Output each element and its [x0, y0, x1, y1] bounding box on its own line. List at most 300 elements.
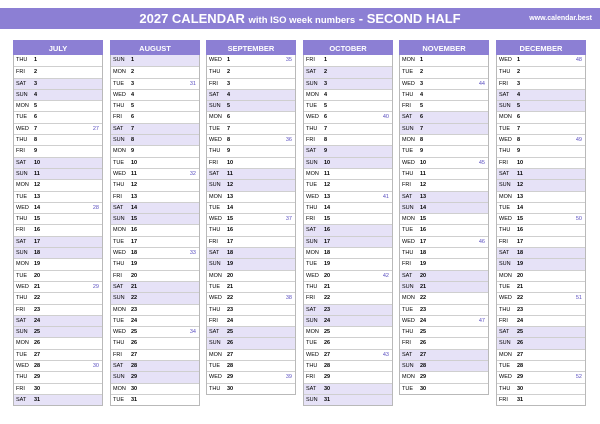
week-number: 35 [285, 57, 292, 63]
day-number: 2 [324, 69, 328, 76]
day-row [304, 55, 392, 66]
weekday-label: SUN [306, 80, 318, 87]
weekday-label: FRI [499, 80, 508, 87]
title-banner [0, 8, 600, 29]
weekday-label: SAT [306, 385, 317, 392]
weekday-label: THU [499, 227, 511, 234]
weekday-label: MON [499, 272, 512, 279]
day-row [304, 349, 392, 360]
weekday-label: SUN [499, 182, 511, 189]
weekday-label: MON [113, 148, 126, 155]
day-number: 22 [420, 295, 427, 302]
day-row [207, 111, 295, 122]
day-row [400, 258, 488, 269]
weekday-label: SAT [113, 363, 124, 370]
week-number: 52 [575, 374, 582, 381]
weekday-label: SUN [16, 329, 28, 336]
day-row [207, 247, 295, 258]
weekday-label: THU [16, 295, 28, 302]
weekday-label: THU [499, 148, 511, 155]
weekday-label: SAT [499, 91, 510, 98]
day-row [14, 202, 102, 213]
day-number: 11 [131, 170, 137, 177]
day-row [207, 157, 295, 168]
day-number: 15 [34, 216, 41, 223]
day-list [110, 55, 200, 406]
week-number: 41 [382, 193, 389, 200]
weekday-label: SUN [499, 340, 511, 347]
weekday-label: TUE [16, 351, 27, 358]
weekday-label: MON [402, 137, 415, 144]
week-number: 42 [382, 272, 389, 279]
day-row [304, 315, 392, 326]
day-number: 7 [324, 125, 328, 132]
day-number: 30 [517, 385, 524, 392]
day-row [497, 100, 585, 111]
day-row [400, 281, 488, 292]
weekday-label: WED [16, 204, 29, 211]
day-row [111, 123, 199, 134]
week-number: 48 [575, 57, 582, 63]
day-row [304, 337, 392, 348]
day-number: 4 [324, 91, 328, 98]
week-number: 45 [478, 159, 485, 166]
weekday-label: WED [499, 137, 512, 144]
day-row [14, 349, 102, 360]
day-number: 17 [131, 238, 138, 245]
day-row [14, 394, 102, 405]
weekday-label: WED [306, 272, 319, 279]
day-number: 27 [227, 351, 234, 358]
weekday-label: SUN [113, 295, 125, 302]
day-row [207, 100, 295, 111]
weekday-label: SAT [113, 125, 124, 132]
day-number: 6 [131, 114, 135, 121]
day-row [207, 55, 295, 66]
weekday-label: SUN [306, 238, 318, 245]
week-number: 51 [575, 295, 582, 302]
weekday-label: THU [306, 125, 318, 132]
weekday-label: THU [306, 363, 318, 370]
weekday-label: FRI [113, 193, 122, 200]
weekday-label: FRI [16, 227, 25, 234]
weekday-label: MON [209, 272, 222, 279]
day-row [111, 213, 199, 224]
week-number: 39 [285, 374, 292, 381]
day-number: 26 [227, 340, 234, 347]
day-row [497, 213, 585, 224]
weekday-label: WED [209, 216, 222, 223]
day-row [207, 281, 295, 292]
day-row [400, 315, 488, 326]
weekday-label: FRI [113, 114, 122, 121]
weekday-label: SUN [209, 261, 221, 268]
day-row [400, 168, 488, 179]
weekday-label: THU [209, 385, 221, 392]
weekday-label: TUE [209, 125, 220, 132]
day-number: 10 [517, 159, 524, 166]
day-row [304, 123, 392, 134]
day-number: 19 [420, 261, 427, 268]
title-main: 2027 CALENDAR [139, 11, 245, 26]
weekday-label: MON [306, 329, 319, 336]
day-number: 15 [517, 216, 524, 223]
weekday-label: FRI [16, 69, 25, 76]
day-number: 18 [420, 250, 427, 257]
day-row [304, 383, 392, 394]
weekday-label: SUN [306, 317, 318, 324]
weekday-label: MON [113, 69, 126, 76]
weekday-label: WED [402, 238, 415, 245]
day-number: 28 [324, 363, 331, 370]
day-number: 6 [227, 114, 231, 121]
weekday-label: MON [306, 250, 319, 257]
day-number: 9 [227, 148, 231, 155]
day-number: 25 [517, 329, 524, 336]
weekday-label: MON [113, 385, 126, 392]
day-number: 14 [34, 204, 41, 211]
day-number: 25 [131, 329, 138, 336]
day-number: 21 [34, 283, 41, 290]
weekday-label: TUE [209, 204, 220, 211]
weekday-label: MON [402, 57, 415, 63]
day-row [111, 78, 199, 89]
day-number: 5 [420, 103, 424, 110]
day-row [497, 247, 585, 258]
weekday-label: SAT [306, 69, 317, 76]
weekday-label: WED [306, 193, 319, 200]
day-row [207, 383, 295, 394]
day-number: 23 [324, 306, 331, 313]
day-row [304, 326, 392, 337]
day-row [400, 145, 488, 156]
day-row [207, 349, 295, 360]
day-row [304, 360, 392, 371]
day-number: 8 [517, 137, 521, 144]
weekday-label: FRI [306, 57, 315, 63]
weekday-label: SUN [402, 125, 414, 132]
day-row [304, 157, 392, 168]
day-number: 24 [34, 317, 41, 324]
week-number: 28 [92, 204, 99, 211]
day-row [14, 371, 102, 382]
day-number: 27 [131, 351, 138, 358]
weekday-label: SAT [113, 204, 124, 211]
weekday-label: MON [402, 374, 415, 381]
day-number: 29 [517, 374, 524, 381]
day-row [111, 111, 199, 122]
day-number: 15 [131, 216, 138, 223]
day-number: 19 [324, 261, 331, 268]
day-row [304, 236, 392, 247]
day-row [497, 270, 585, 281]
weekday-label: THU [16, 57, 28, 63]
day-row [111, 315, 199, 326]
day-number: 26 [517, 340, 524, 347]
day-row [400, 383, 488, 394]
weekday-label: THU [209, 69, 221, 76]
day-number: 3 [34, 80, 38, 87]
day-row [304, 78, 392, 89]
day-list [303, 55, 393, 406]
day-number: 4 [420, 91, 424, 98]
month-header: AUGUST [110, 40, 200, 55]
day-row [14, 89, 102, 100]
weekday-label: TUE [499, 125, 510, 132]
day-number: 22 [34, 295, 41, 302]
day-row [14, 55, 102, 66]
day-number: 14 [420, 204, 427, 211]
weekday-label: FRI [306, 374, 315, 381]
day-row [400, 236, 488, 247]
day-row [111, 145, 199, 156]
month-header: NOVEMBER [399, 40, 489, 55]
day-row [111, 258, 199, 269]
weekday-label: SUN [16, 170, 28, 177]
day-number: 13 [517, 193, 524, 200]
week-number: 30 [92, 363, 99, 370]
month-column [496, 40, 586, 406]
day-row [497, 145, 585, 156]
day-row [497, 157, 585, 168]
weekday-label: MON [209, 193, 222, 200]
day-row [207, 337, 295, 348]
day-row [400, 224, 488, 235]
day-row [304, 89, 392, 100]
weekday-label: SUN [306, 159, 318, 166]
day-row [207, 213, 295, 224]
weekday-label: FRI [209, 80, 218, 87]
day-row [207, 78, 295, 89]
day-number: 28 [131, 363, 138, 370]
day-row [111, 66, 199, 77]
day-row [207, 145, 295, 156]
week-number: 27 [92, 125, 99, 132]
day-row [14, 258, 102, 269]
day-number: 21 [324, 283, 331, 290]
day-number: 26 [34, 340, 41, 347]
day-row [497, 315, 585, 326]
day-row [400, 326, 488, 337]
weekday-label: TUE [402, 385, 413, 392]
day-row [14, 157, 102, 168]
day-row [14, 191, 102, 202]
day-number: 30 [34, 385, 41, 392]
day-row [14, 145, 102, 156]
day-number: 11 [420, 170, 426, 177]
day-row [497, 123, 585, 134]
weekday-label: FRI [306, 216, 315, 223]
day-row [304, 371, 392, 382]
day-list [399, 55, 489, 395]
day-number: 30 [420, 385, 427, 392]
title-end: - SECOND HALF [358, 11, 461, 26]
day-row [111, 224, 199, 235]
day-number: 9 [34, 148, 38, 155]
day-row [207, 326, 295, 337]
weekday-label: THU [209, 306, 221, 313]
weekday-label: WED [209, 137, 222, 144]
day-row [400, 89, 488, 100]
day-row [497, 179, 585, 190]
weekday-label: TUE [402, 227, 413, 234]
day-row [497, 258, 585, 269]
day-number: 13 [131, 193, 138, 200]
day-number: 26 [131, 340, 138, 347]
day-number: 9 [324, 148, 328, 155]
weekday-label: SUN [16, 91, 28, 98]
month-header: JULY [13, 40, 103, 55]
weekday-label: SAT [16, 396, 27, 403]
day-row [14, 292, 102, 303]
weekday-label: FRI [209, 317, 218, 324]
day-row [111, 394, 199, 405]
day-row [207, 371, 295, 382]
weekday-label: MON [499, 351, 512, 358]
week-number: 32 [189, 170, 196, 177]
weekday-label: TUE [499, 204, 510, 211]
day-row [497, 202, 585, 213]
weekday-label: SAT [402, 351, 413, 358]
weekday-label: SAT [499, 329, 510, 336]
day-number: 25 [227, 329, 234, 336]
weekday-label: TUE [16, 114, 27, 121]
weekday-label: MON [16, 103, 29, 110]
day-number: 18 [324, 250, 331, 257]
weekday-label: TUE [306, 340, 317, 347]
day-number: 19 [131, 261, 138, 268]
day-number: 16 [227, 227, 234, 234]
day-number: 26 [324, 340, 331, 347]
day-number: 20 [420, 272, 427, 279]
weekday-label: THU [209, 148, 221, 155]
day-row [304, 258, 392, 269]
day-number: 5 [517, 103, 521, 110]
day-number: 23 [34, 306, 41, 313]
weekday-label: TUE [306, 182, 317, 189]
day-row [14, 337, 102, 348]
day-number: 18 [517, 250, 524, 257]
weekday-label: SUN [16, 250, 28, 257]
day-number: 2 [131, 69, 135, 76]
day-row [497, 66, 585, 77]
day-number: 9 [420, 148, 424, 155]
day-row [497, 326, 585, 337]
day-row [497, 224, 585, 235]
weekday-label: SAT [402, 193, 413, 200]
day-row [497, 360, 585, 371]
week-number: 36 [285, 137, 292, 144]
weekday-label: SUN [209, 103, 221, 110]
weekday-label: SAT [16, 159, 27, 166]
day-row [207, 360, 295, 371]
day-number: 1 [324, 57, 328, 63]
day-number: 5 [227, 103, 231, 110]
day-row [304, 292, 392, 303]
day-number: 13 [420, 193, 427, 200]
weekday-label: THU [16, 374, 28, 381]
day-number: 9 [131, 148, 135, 155]
weekday-label: WED [113, 91, 126, 98]
day-row [111, 100, 199, 111]
day-row [111, 371, 199, 382]
day-row [497, 337, 585, 348]
day-row [111, 134, 199, 145]
day-row [14, 281, 102, 292]
site-link[interactable]: www.calendar.best [529, 15, 592, 22]
day-row [207, 292, 295, 303]
weekday-label: FRI [306, 295, 315, 302]
weekday-label: FRI [499, 159, 508, 166]
weekday-label: SUN [113, 137, 125, 144]
weekday-label: WED [402, 80, 415, 87]
day-row [14, 123, 102, 134]
day-row [400, 360, 488, 371]
day-number: 28 [227, 363, 234, 370]
day-row [304, 394, 392, 405]
day-number: 17 [34, 238, 41, 245]
day-number: 10 [420, 159, 427, 166]
weekday-label: SUN [113, 57, 125, 63]
day-row [304, 168, 392, 179]
day-row [207, 168, 295, 179]
day-number: 15 [227, 216, 234, 223]
day-row [207, 315, 295, 326]
week-number: 44 [478, 80, 485, 87]
day-row [111, 236, 199, 247]
weekday-label: FRI [402, 340, 411, 347]
day-row [497, 78, 585, 89]
weekday-label: THU [499, 306, 511, 313]
weekday-label: WED [16, 283, 29, 290]
day-number: 23 [131, 306, 138, 313]
day-row [207, 66, 295, 77]
day-number: 21 [227, 283, 234, 290]
day-number: 2 [227, 69, 231, 76]
day-row [14, 270, 102, 281]
day-row [497, 383, 585, 394]
day-number: 31 [131, 396, 138, 403]
day-row [14, 168, 102, 179]
week-number: 37 [285, 216, 292, 223]
day-row [111, 326, 199, 337]
month-column [303, 40, 393, 406]
day-number: 16 [420, 227, 427, 234]
day-number: 21 [131, 283, 138, 290]
day-number: 8 [131, 137, 135, 144]
day-number: 31 [324, 396, 331, 403]
day-row [207, 134, 295, 145]
weekday-label: WED [16, 363, 29, 370]
week-number: 50 [575, 216, 582, 223]
day-number: 19 [227, 261, 234, 268]
day-row [111, 360, 199, 371]
day-row [207, 89, 295, 100]
day-row [111, 89, 199, 100]
day-row [111, 168, 199, 179]
day-row [111, 191, 199, 202]
weekday-label: SUN [402, 363, 414, 370]
day-row [497, 394, 585, 405]
weekday-label: MON [402, 295, 415, 302]
day-number: 7 [34, 125, 38, 132]
day-number: 12 [227, 182, 234, 189]
day-number: 30 [324, 385, 331, 392]
day-row [400, 134, 488, 145]
day-number: 10 [227, 159, 234, 166]
day-number: 11 [324, 170, 330, 177]
day-row [111, 55, 199, 66]
